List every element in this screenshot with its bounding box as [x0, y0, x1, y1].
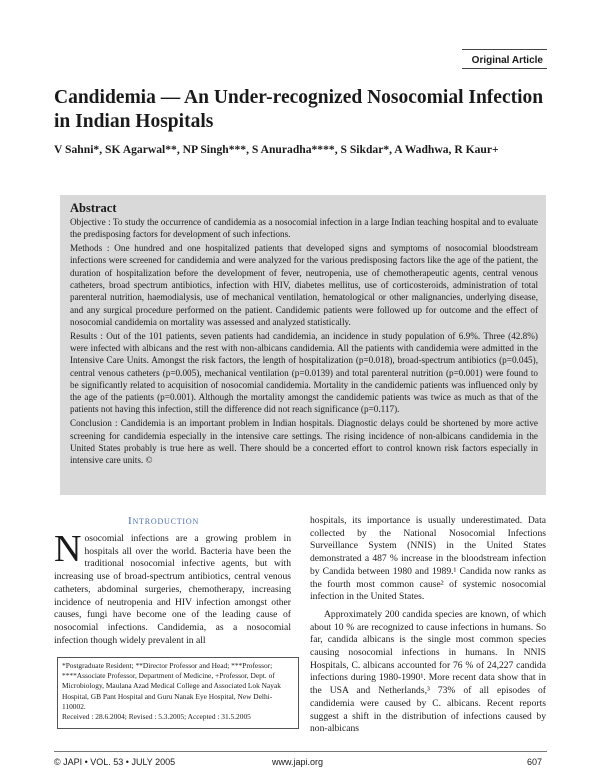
- author-list: V Sahni*, SK Agarwal**, NP Singh***, S Anuradha****, S Sikdar*, A Wadhwa, R Kaur+: [54, 143, 499, 156]
- footer-website: www.japi.org: [272, 757, 324, 767]
- footnote-dates: Received : 28.6.2004; Revised : 5.3.2005; Accepted : 31.5.2005: [62, 712, 251, 722]
- header-rule-bottom: [462, 68, 547, 69]
- abstract-conclusion: Conclusion : Candidemia is an important problem in Indian hospitals. Diagnostic delays could be shortened by more active screening for candidemia especially in the intensive care settings. The rising incidence of non-albicans candidemia in the United States probably is true here as well. There should be a concerted effort to control known risk factors especially in intensive care units. ©: [70, 418, 538, 466]
- intro-right-column: [310, 515, 546, 736]
- abstract-methods: Methods : One hundred and one hospitalized patients that developed signs and symptoms of nosocomial bloodstream infections were screened for candidemia and were analyzed for the various predisposing factors like the age of the patient, the duration of hospitalization before the development of fever, neutropenia, use of chemotherapeutic agents, central venous catheters, broad spectrum antibiotics, infection with HIV, diabetes mellitus, use of corticosteroids, administration of total parenteral nutrition, haemodialysis, use of mechanical ventilation, hematological or other malignancies, underlying disease, and any surgical procedure performed on the patient. Candidemic patients were followed up for outcome and the effect of nosocomial candidemia on mortality was assessed and analyzed statistically.: [70, 243, 538, 327]
- intro-paragraph-1: [54, 528, 291, 647]
- abstract-heading: Abstract: [70, 201, 117, 215]
- footnote-affiliations: *Postgraduate Resident; **Director Professor and Head; ***Professor; ****Associate Professor, Department of Medicine, +Professor, Dept. of Microbiology, Maulana Azad Medical College and Associated Lok Nayak Hospital, GB Pant Hospital and Guru Nanak Eye Hospital, New Delhi-110002.: [62, 661, 281, 711]
- intro-paragraph-1-text: osocomial infections are a growing problem in hospitals all over the world. Bacteria have been the traditional nosocomial infective agents, but with increasing use of broad-spectrum antibiotics, central venous catheters, abdominal surgeries, chemotherapy, increasing incidence of neutropenia and HIV infection amongst other causes, fungi have become one of the leading cause of nosocomial infections. Candidemia, as a nosocomial infection though widely prevalent in all: [54, 533, 291, 646]
- footer-page-number: 607: [527, 757, 543, 767]
- footnote-text: [62, 661, 294, 722]
- abstract-objective: Objective : To study the occurrence of candidemia as a nosocomial infection in a large Indian teaching hospital and to evaluate the predisposing factors for development of such infections.: [70, 217, 538, 240]
- introduction-heading: Introduction: [128, 515, 200, 527]
- article-type-label: Original Article: [471, 55, 543, 66]
- article-title: Candidemia — An Under-recognized Nosocomial Infection in Indian Hospitals: [54, 87, 544, 132]
- abstract-results: Results : Out of the 101 patients, seven patients had candidemia, an incidence in study population of 6.9%. Three (42.8%) were infected with albicans and the rest with non-albicans candidemia. All the patients with candidemia were admitted in the Intensive Care Units. Amongst the risk factors, the length of hospitalization (p=0.018), broad-spectrum antibiotics (p=0.045), central venous catheters (p=0.005), mechanical ventilation (p=0.0139) and total parenteral nutrition (p=0.001) were found to be significantly related to acquisition of nosocomial candidemia. Mortality in the candidemic patients was influenced only by the age of the patients (p=0.001). Although the mortality amongst the candidemic patients was twice as much as that of the patients not having this infection, still the difference did not reach significance (p=0.117).: [70, 330, 538, 415]
- intro-paragraph-3: Approximately 200 candida species are known, of which about 10 % are recognized to cause infections in humans. So far, candida albicans is the single most common species causing nosocomial infections in humans. In NNIS Hospitals, C. albicans accounted for 76 % of 24,227 candida infections during 1980-1990¹. More recent data show that in the USA and Netherlands,³ 73% of all episodes of candidemia were caused by C. albicans. Recent reports suggest a shift in the distribution of infections caused by non-albicans: [310, 608, 546, 735]
- header-rule-top: [462, 49, 547, 50]
- drop-cap: N: [54, 528, 82, 570]
- intro-paragraph-2: hospitals, its importance is usually underestimated. Data collected by the National Nosocomial Infections Surveillance System (NNIS) in the United States demonstrated a 487 % increase in the bloodstream infection by Candida between 1980 and 1989.¹ Candida now ranks as the fourth most common cause² of systemic nosocomial infection in the United States.: [310, 515, 546, 603]
- abstract-body: [70, 216, 538, 468]
- footer-journal: © JAPI • VOL. 53 • JULY 2005: [54, 757, 176, 767]
- footer-rule: [54, 751, 547, 752]
- intro-left-column: [54, 528, 291, 647]
